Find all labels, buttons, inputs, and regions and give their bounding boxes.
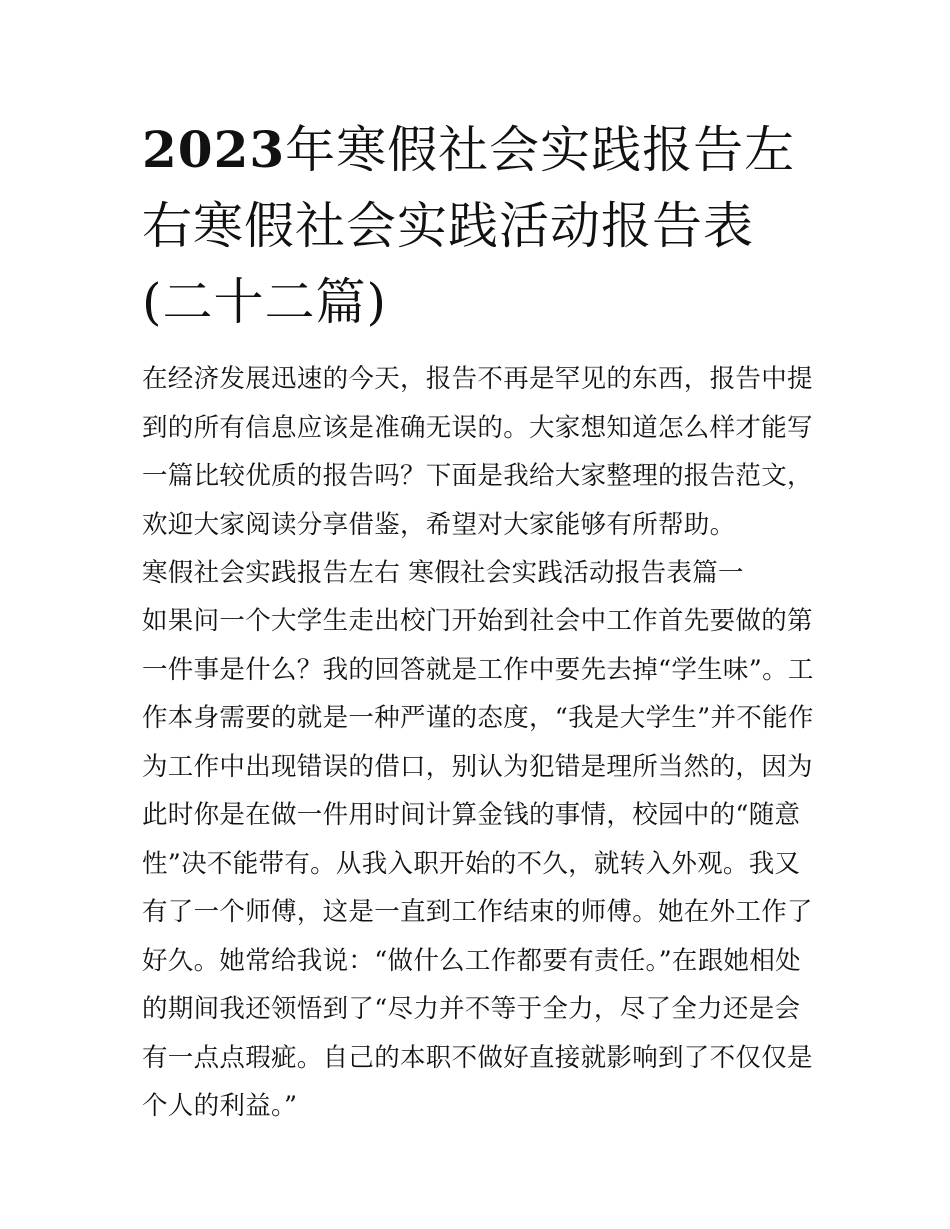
- title-text: 年寒假社会实践报告左右寒假社会实践活动报告表(二十二篇): [142, 121, 796, 331]
- document-title: [142, 112, 822, 340]
- title-year: 2023: [142, 120, 286, 179]
- body-paragraph: 如果问一个大学生走出校门开始到社会中工作首先要做的第一件事是什么？我的回答就是工作中要先去掉“学生味”。工作本身需要的就是一种严谨的态度，“我是大学生”并不能作为工作中出现错误的借口，别认为犯错是理所当然的，因为此时你是在做一件用时间计算金钱的事情，校园中的“随意性”决不能带有。从我入职开始的不久，就转入外观。我又有了一个师傅，这是一直到工作结束的师傅。她在外工作了好久。她常给我说：“做什么工作都要有责任。”在跟她相处的期间我还领悟到了“尽力并不等于全力，尽了全力还是会有一点点瑕疵。自己的本职不做好直接就影响到了不仅仅是个人的利益。”: [142, 606, 814, 1121]
- intro-paragraph: 在经济发展迅速的今天，报告不再是罕见的东西，报告中提到的所有信息应该是准确无误的。大家想知道怎么样才能写一篇比较优质的报告吗？下面是我给大家整理的报告范文，欢迎大家阅读分享借鉴，希望对大家能够有所帮助。: [142, 364, 813, 540]
- document-body: [142, 355, 814, 1131]
- section-heading: 寒假社会实践报告左右 寒假社会实践活动报告表篇一: [142, 558, 744, 588]
